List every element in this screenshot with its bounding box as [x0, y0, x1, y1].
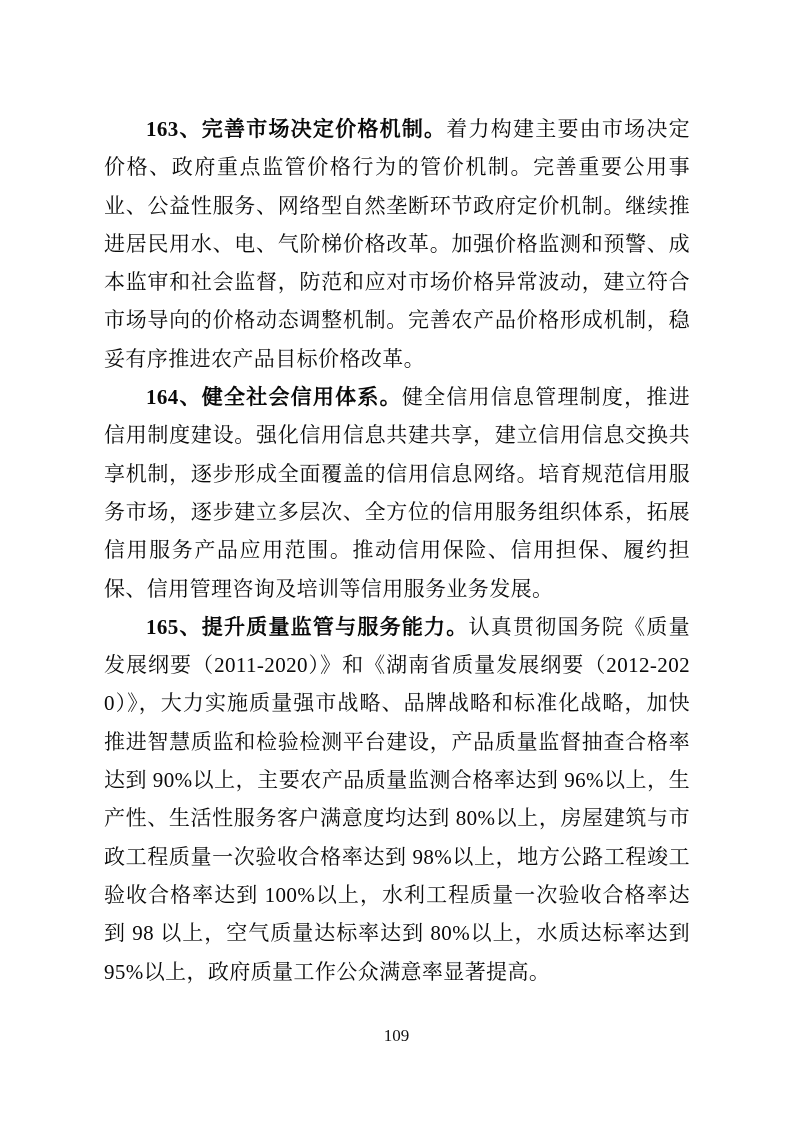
paragraph-163	[104, 110, 690, 378]
paragraph-164	[104, 378, 690, 608]
page-number: 109	[383, 1026, 410, 1045]
paragraph-164-heading: 164、健全社会信用体系。	[146, 385, 402, 410]
paragraph-165-heading: 165、提升质量监管与服务能力。	[146, 614, 469, 639]
document-body	[104, 110, 690, 991]
paragraph-163-heading: 163、完善市场决定价格机制。	[146, 117, 447, 141]
paragraph-164-text: 健全信用信息管理制度，推进信用制度建设。强化信用信息共建共享，建立信用信息交换共享机制，逐步形成全面覆盖的信用信息网络。培育规范信用服务市场，逐步建立多层次、全方位的信用服务组织体系，拓展信用服务产品应用范围。推动信用保险、信用担保、履约担保、信用管理咨询及培训等信用服务业务发展。	[104, 385, 691, 601]
paragraph-165-text: 认真贯彻国务院《质量发展纲要（2011-2020）》和《湖南省质量发展纲要（2012-2020）》，大力实施质量强市战略、品牌战略和标准化战略，加快推进智慧质监和检验检测平台建设，产品质量监督抽查合格率达到 90%以上，主要农产品质量监测合格率达到 96%以上，生产性、生活性服务客户满意度均达到 80%以上，房屋建筑与市政工程质量一次验收合格率达到 98%以上，地方公路工程竣工验收合格率达到 100%以上，水利工程质量一次验收合格率达到 98 以上，空气质量达标率达到 80%以上，水质达标率达到 95%以上，政府质量工作公众满意率显著提高。	[104, 614, 691, 984]
paragraph-165	[104, 608, 690, 991]
paragraph-163-text: 着力构建主要由市场决定价格、政府重点监管价格行为的管价机制。完善重要公用事业、公益性服务、网络型自然垄断环节政府定价机制。继续推进居民用水、电、气阶梯价格改革。加强价格监测和预警、成本监审和社会监督，防范和应对市场价格异常波动，建立符合市场导向的价格动态调整机制。完善农产品价格形成机制，稳妥有序推进农产品目标价格改革。	[104, 117, 690, 371]
